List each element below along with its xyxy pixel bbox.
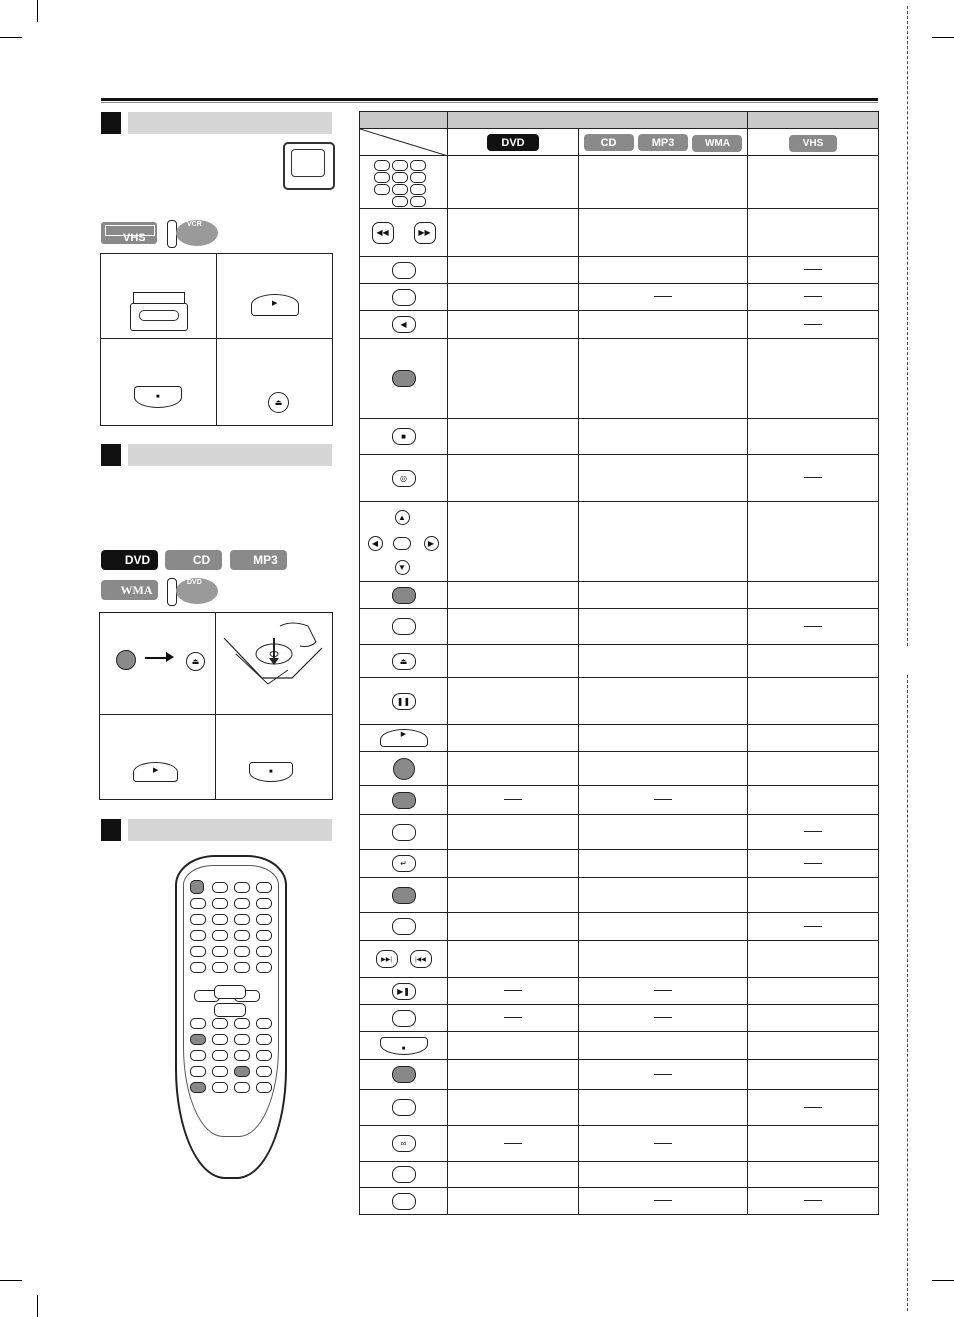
remote-key: [214, 985, 246, 999]
remote-key: [190, 1050, 206, 1061]
remote-key: [190, 930, 206, 941]
table-cell-cd: [579, 978, 748, 1005]
number-buttons-icon: [360, 156, 448, 209]
remote-key: [212, 1034, 228, 1045]
cd-mp3-wma-column-header: CD MP3 WMA: [579, 129, 748, 156]
cell-value: [804, 831, 822, 832]
pause-button-icon: ❚❚: [360, 678, 448, 725]
remote-key: [234, 1050, 250, 1061]
oval-button-icon: [360, 1162, 448, 1188]
crop-mark: [37, 1295, 38, 1317]
cell-value: [804, 1107, 822, 1108]
remote-key: [234, 962, 250, 973]
section-title: [128, 444, 332, 466]
table-cell-dvd: [448, 339, 579, 419]
cell-value: [804, 269, 822, 270]
vcr-logo: VCR: [176, 220, 218, 246]
table-cell-dvd: [448, 645, 579, 678]
table-cell-cd: [579, 850, 748, 878]
remote-key: [190, 1034, 206, 1045]
remote-key: [212, 1082, 228, 1093]
section-number: [101, 819, 121, 841]
eject-button-icon: ⏏: [360, 645, 448, 678]
oval-button-icon: [360, 913, 448, 941]
header-rule-thin: [101, 102, 878, 103]
remote-key: [190, 962, 206, 973]
remote-key: [256, 1018, 272, 1029]
table-cell-dvd: [448, 1090, 579, 1126]
remote-key: [190, 1066, 206, 1077]
remote-key: [234, 1018, 250, 1029]
table-cell-vhs: [748, 156, 879, 209]
remote-key: [234, 914, 250, 925]
remote-key: [190, 946, 206, 957]
vhs-logo: VHS: [101, 222, 157, 244]
remote-key: [234, 1066, 250, 1077]
crop-mark: [932, 1280, 954, 1281]
table-cell-cd: [579, 645, 748, 678]
table-cell-vhs: [748, 878, 879, 913]
remote-key: [190, 914, 206, 925]
dvd-logo: DVD: [101, 550, 158, 570]
table-cell-vhs: [748, 678, 879, 725]
section-title: [128, 819, 332, 841]
remote-key: [212, 1066, 228, 1077]
table-cell-dvd: [448, 156, 579, 209]
remote-key: [190, 1018, 206, 1029]
cell-value: [804, 926, 822, 927]
remote-key: [234, 1082, 250, 1093]
play-button-icon: ▶: [360, 725, 448, 752]
table-row: [360, 850, 879, 878]
cell-value: [654, 799, 672, 800]
table-cell-dvd: [448, 815, 579, 850]
oval-button-icon: [360, 1005, 448, 1032]
fold-line: [907, 675, 908, 1311]
remote-key: [212, 1050, 228, 1061]
table-row: [360, 725, 879, 752]
crop-mark: [0, 1280, 22, 1281]
fold-line: [907, 6, 908, 646]
remote-key: [212, 898, 228, 909]
table-cell-cd: [579, 419, 748, 455]
table-row: [360, 978, 879, 1005]
table-cell-cd: [579, 502, 748, 582]
section-title: [128, 112, 332, 134]
table-cell-cd: [579, 1090, 748, 1126]
table-cell-cd: [579, 156, 748, 209]
table-cell-dvd: [448, 1126, 579, 1162]
cell-value: [804, 296, 822, 297]
cell-value: [654, 1074, 672, 1075]
table-cell-vhs: [748, 978, 879, 1005]
remote-key: [234, 1034, 250, 1045]
table-row: [360, 257, 879, 284]
table-row: [360, 455, 879, 502]
filled-oval-button-icon: [360, 878, 448, 913]
remote-key: [256, 914, 272, 925]
power-button[interactable]: [116, 650, 136, 670]
stop-button[interactable]: ■: [134, 386, 182, 408]
mute-button-icon: ◀: [360, 311, 448, 339]
table-row: [360, 1126, 879, 1162]
table-cell-cd: [579, 311, 748, 339]
table-cell-cd: [579, 1188, 748, 1215]
tv-icon: [283, 142, 335, 190]
table-cell-vhs: [748, 209, 879, 257]
remote-key: [256, 1082, 272, 1093]
table-row: [360, 156, 879, 209]
table-cell-vhs: [748, 941, 879, 978]
table-header-cell: [360, 112, 448, 129]
disc-tray-illustration: [222, 618, 326, 690]
diagonal-corner-cell: [360, 129, 448, 156]
dvd-column-header: DVD: [448, 129, 579, 156]
cell-value: [504, 990, 522, 991]
table-row: [360, 1188, 879, 1215]
table-cell-dvd: [448, 678, 579, 725]
remote-key: [234, 930, 250, 941]
table-cell-dvd: [448, 941, 579, 978]
cell-value: [504, 799, 522, 800]
table-cell-cd: [579, 725, 748, 752]
table-cell-dvd: [448, 850, 579, 878]
oval-button-icon: [360, 284, 448, 311]
section-header: [101, 112, 332, 134]
table-cell-cd: [579, 455, 748, 502]
table-cell-vhs: [748, 850, 879, 878]
table-row: [360, 284, 879, 311]
table-cell-cd: [579, 913, 748, 941]
table-cell-dvd: [448, 725, 579, 752]
remote-key: [256, 882, 272, 893]
stop-square-button-icon: ■: [360, 419, 448, 455]
table-cell-dvd: [448, 1060, 579, 1090]
section-number: [101, 112, 121, 134]
table-row: [360, 786, 879, 815]
table-cell-cd: [579, 257, 748, 284]
table-cell-vhs: [748, 1126, 879, 1162]
table-cell-cd: [579, 609, 748, 645]
table-cell-cd: [579, 878, 748, 913]
cursor-pad-icon: ▲ ◀ ▶ ▼: [360, 502, 448, 582]
table-cell-vhs: [748, 419, 879, 455]
oval-button-icon: [360, 815, 448, 850]
table-cell-cd: [579, 1032, 748, 1060]
table-cell-vhs: [748, 725, 879, 752]
header-rule: [101, 98, 878, 101]
table-cell-cd: [579, 941, 748, 978]
table-row: [360, 209, 879, 257]
table-cell-cd: [579, 339, 748, 419]
remote-key: [256, 1034, 272, 1045]
table-cell-cd: [579, 1060, 748, 1090]
table-row: [360, 1005, 879, 1032]
crop-mark: [0, 37, 22, 38]
filled-oval-button-icon: [360, 786, 448, 815]
table-cell-vhs: [748, 1060, 879, 1090]
cd-logo: CD: [165, 550, 222, 570]
table-row: [360, 339, 879, 419]
table-cell-vhs: [748, 913, 879, 941]
table-cell-cd: [579, 1005, 748, 1032]
table-row: [360, 1090, 879, 1126]
cell-value: [654, 296, 672, 297]
table-cell-dvd: [448, 209, 579, 257]
cell-value: [654, 1017, 672, 1018]
cell-value: [804, 477, 822, 478]
table-cell-vhs: [748, 455, 879, 502]
table-header-cell: [448, 112, 748, 129]
table-cell-dvd: [448, 502, 579, 582]
table-cell-dvd: [448, 311, 579, 339]
stop-button-icon: ■: [360, 1032, 448, 1060]
play-button[interactable]: ▶: [133, 762, 178, 782]
remote-key: [190, 898, 206, 909]
table-cell-cd: [579, 752, 748, 786]
table-cell-vhs: [748, 815, 879, 850]
remote-key: [234, 946, 250, 957]
cell-value: [504, 1017, 522, 1018]
remote-key: [212, 946, 228, 957]
remote-key: [212, 1018, 228, 1029]
slow-button-icon: ▶❚: [360, 978, 448, 1005]
table-cell-vhs: [748, 1162, 879, 1188]
power-button-icon: [360, 752, 448, 786]
wma-logo: WMA: [101, 580, 158, 600]
cell-value: [654, 990, 672, 991]
table-row: [360, 878, 879, 913]
target-button-icon: ◎: [360, 455, 448, 502]
table-cell-vhs: [748, 1188, 879, 1215]
remote-key: [256, 946, 272, 957]
oval-button-icon: [360, 609, 448, 645]
table-cell-dvd: [448, 878, 579, 913]
table-cell-cd: [579, 786, 748, 815]
table-cell-vhs: [748, 786, 879, 815]
table-cell-dvd: [448, 1188, 579, 1215]
filled-oval-button-icon: [360, 339, 448, 419]
cell-value: [804, 1200, 822, 1201]
filled-oval-button-icon: [360, 1060, 448, 1090]
section-number: [101, 444, 121, 466]
table-header-cell: [748, 112, 879, 129]
cell-value: [804, 863, 822, 864]
table-cell-dvd: [448, 1162, 579, 1188]
cell-value: [804, 324, 822, 325]
table-cell-dvd: [448, 978, 579, 1005]
table-cell-dvd: [448, 913, 579, 941]
table-cell-cd: [579, 815, 748, 850]
table-cell-dvd: [448, 582, 579, 609]
crop-mark: [932, 37, 954, 38]
mp3-logo: MP3: [230, 550, 287, 570]
remote-key: [234, 898, 250, 909]
table-cell-dvd: [448, 419, 579, 455]
section-header: [101, 444, 332, 466]
table-cell-dvd: [448, 752, 579, 786]
table-cell-vhs: [748, 339, 879, 419]
table-cell-vhs: [748, 645, 879, 678]
table-row: [360, 311, 879, 339]
table-cell-dvd: [448, 786, 579, 815]
table-row: [360, 582, 879, 609]
table-cell-vhs: [748, 752, 879, 786]
remote-key: [256, 1066, 272, 1077]
table-cell-vhs: [748, 311, 879, 339]
table-cell-dvd: [448, 1032, 579, 1060]
table-row: [360, 678, 879, 725]
cell-value: [504, 1143, 522, 1144]
table-cell-vhs: [748, 1005, 879, 1032]
remote-key: [256, 962, 272, 973]
remote-key: [256, 1050, 272, 1061]
cell-value: [654, 1200, 672, 1201]
table-cell-dvd: [448, 284, 579, 311]
table-cell-vhs: [748, 1032, 879, 1060]
table-cell-cd: [579, 678, 748, 725]
remote-key: [190, 880, 204, 894]
table-cell-dvd: [448, 455, 579, 502]
cassette-icon: [130, 303, 188, 331]
remote-key: [234, 882, 250, 893]
crop-mark: [37, 0, 38, 22]
table-row: [360, 419, 879, 455]
table-cell-vhs: [748, 1090, 879, 1126]
table-cell-vhs: [748, 257, 879, 284]
play-button[interactable]: ▶: [251, 294, 299, 316]
section-header: [101, 819, 332, 841]
oval-button-icon: [360, 257, 448, 284]
table-cell-vhs: [748, 284, 879, 311]
vhs-column-header: VHS: [748, 129, 879, 156]
filled-oval-button-icon: [360, 582, 448, 609]
skip-pair-button-icon: ▶▶| |◀◀: [360, 941, 448, 978]
table-cell-cd: [579, 209, 748, 257]
eject-button[interactable]: ⏏: [186, 652, 205, 671]
cell-value: [804, 626, 822, 627]
remote-key: [190, 1082, 206, 1093]
table-row: [360, 815, 879, 850]
table-row: [360, 752, 879, 786]
table-row: [360, 941, 879, 978]
remote-key: [256, 930, 272, 941]
table-row: [360, 502, 879, 582]
table-cell-cd: [579, 1126, 748, 1162]
remote-key: [212, 930, 228, 941]
table-cell-vhs: [748, 502, 879, 582]
remote-key: [212, 962, 228, 973]
table-row: [360, 1060, 879, 1090]
oval-button-icon: [360, 1090, 448, 1126]
table-cell-cd: [579, 284, 748, 311]
table-cell-vhs: [748, 582, 879, 609]
eject-button[interactable]: ⏏: [268, 392, 289, 413]
dvd-switch-logo: DVD: [176, 578, 218, 604]
cell-value: [654, 1143, 672, 1144]
return-button-icon: ↵: [360, 850, 448, 878]
function-table: [359, 111, 879, 1215]
remote-key: [256, 898, 272, 909]
table-row: [360, 645, 879, 678]
table-cell-dvd: [448, 609, 579, 645]
remote-key: [212, 882, 228, 893]
oval-button-icon: [360, 1188, 448, 1215]
skip-buttons-icon: ◀◀ ▶▶: [360, 209, 448, 257]
remote-key: [214, 1003, 246, 1017]
table-row: [360, 1032, 879, 1060]
table-cell-cd: [579, 582, 748, 609]
table-cell-dvd: [448, 257, 579, 284]
stop-button[interactable]: ■: [249, 762, 293, 782]
table-row: [360, 913, 879, 941]
vcr-dvd-button-icon: ∞: [360, 1126, 448, 1162]
table-cell-dvd: [448, 1005, 579, 1032]
table-row: [360, 1162, 879, 1188]
table-cell-vhs: [748, 609, 879, 645]
table-row: [360, 609, 879, 645]
remote-key: [212, 914, 228, 925]
table-cell-cd: [579, 1162, 748, 1188]
